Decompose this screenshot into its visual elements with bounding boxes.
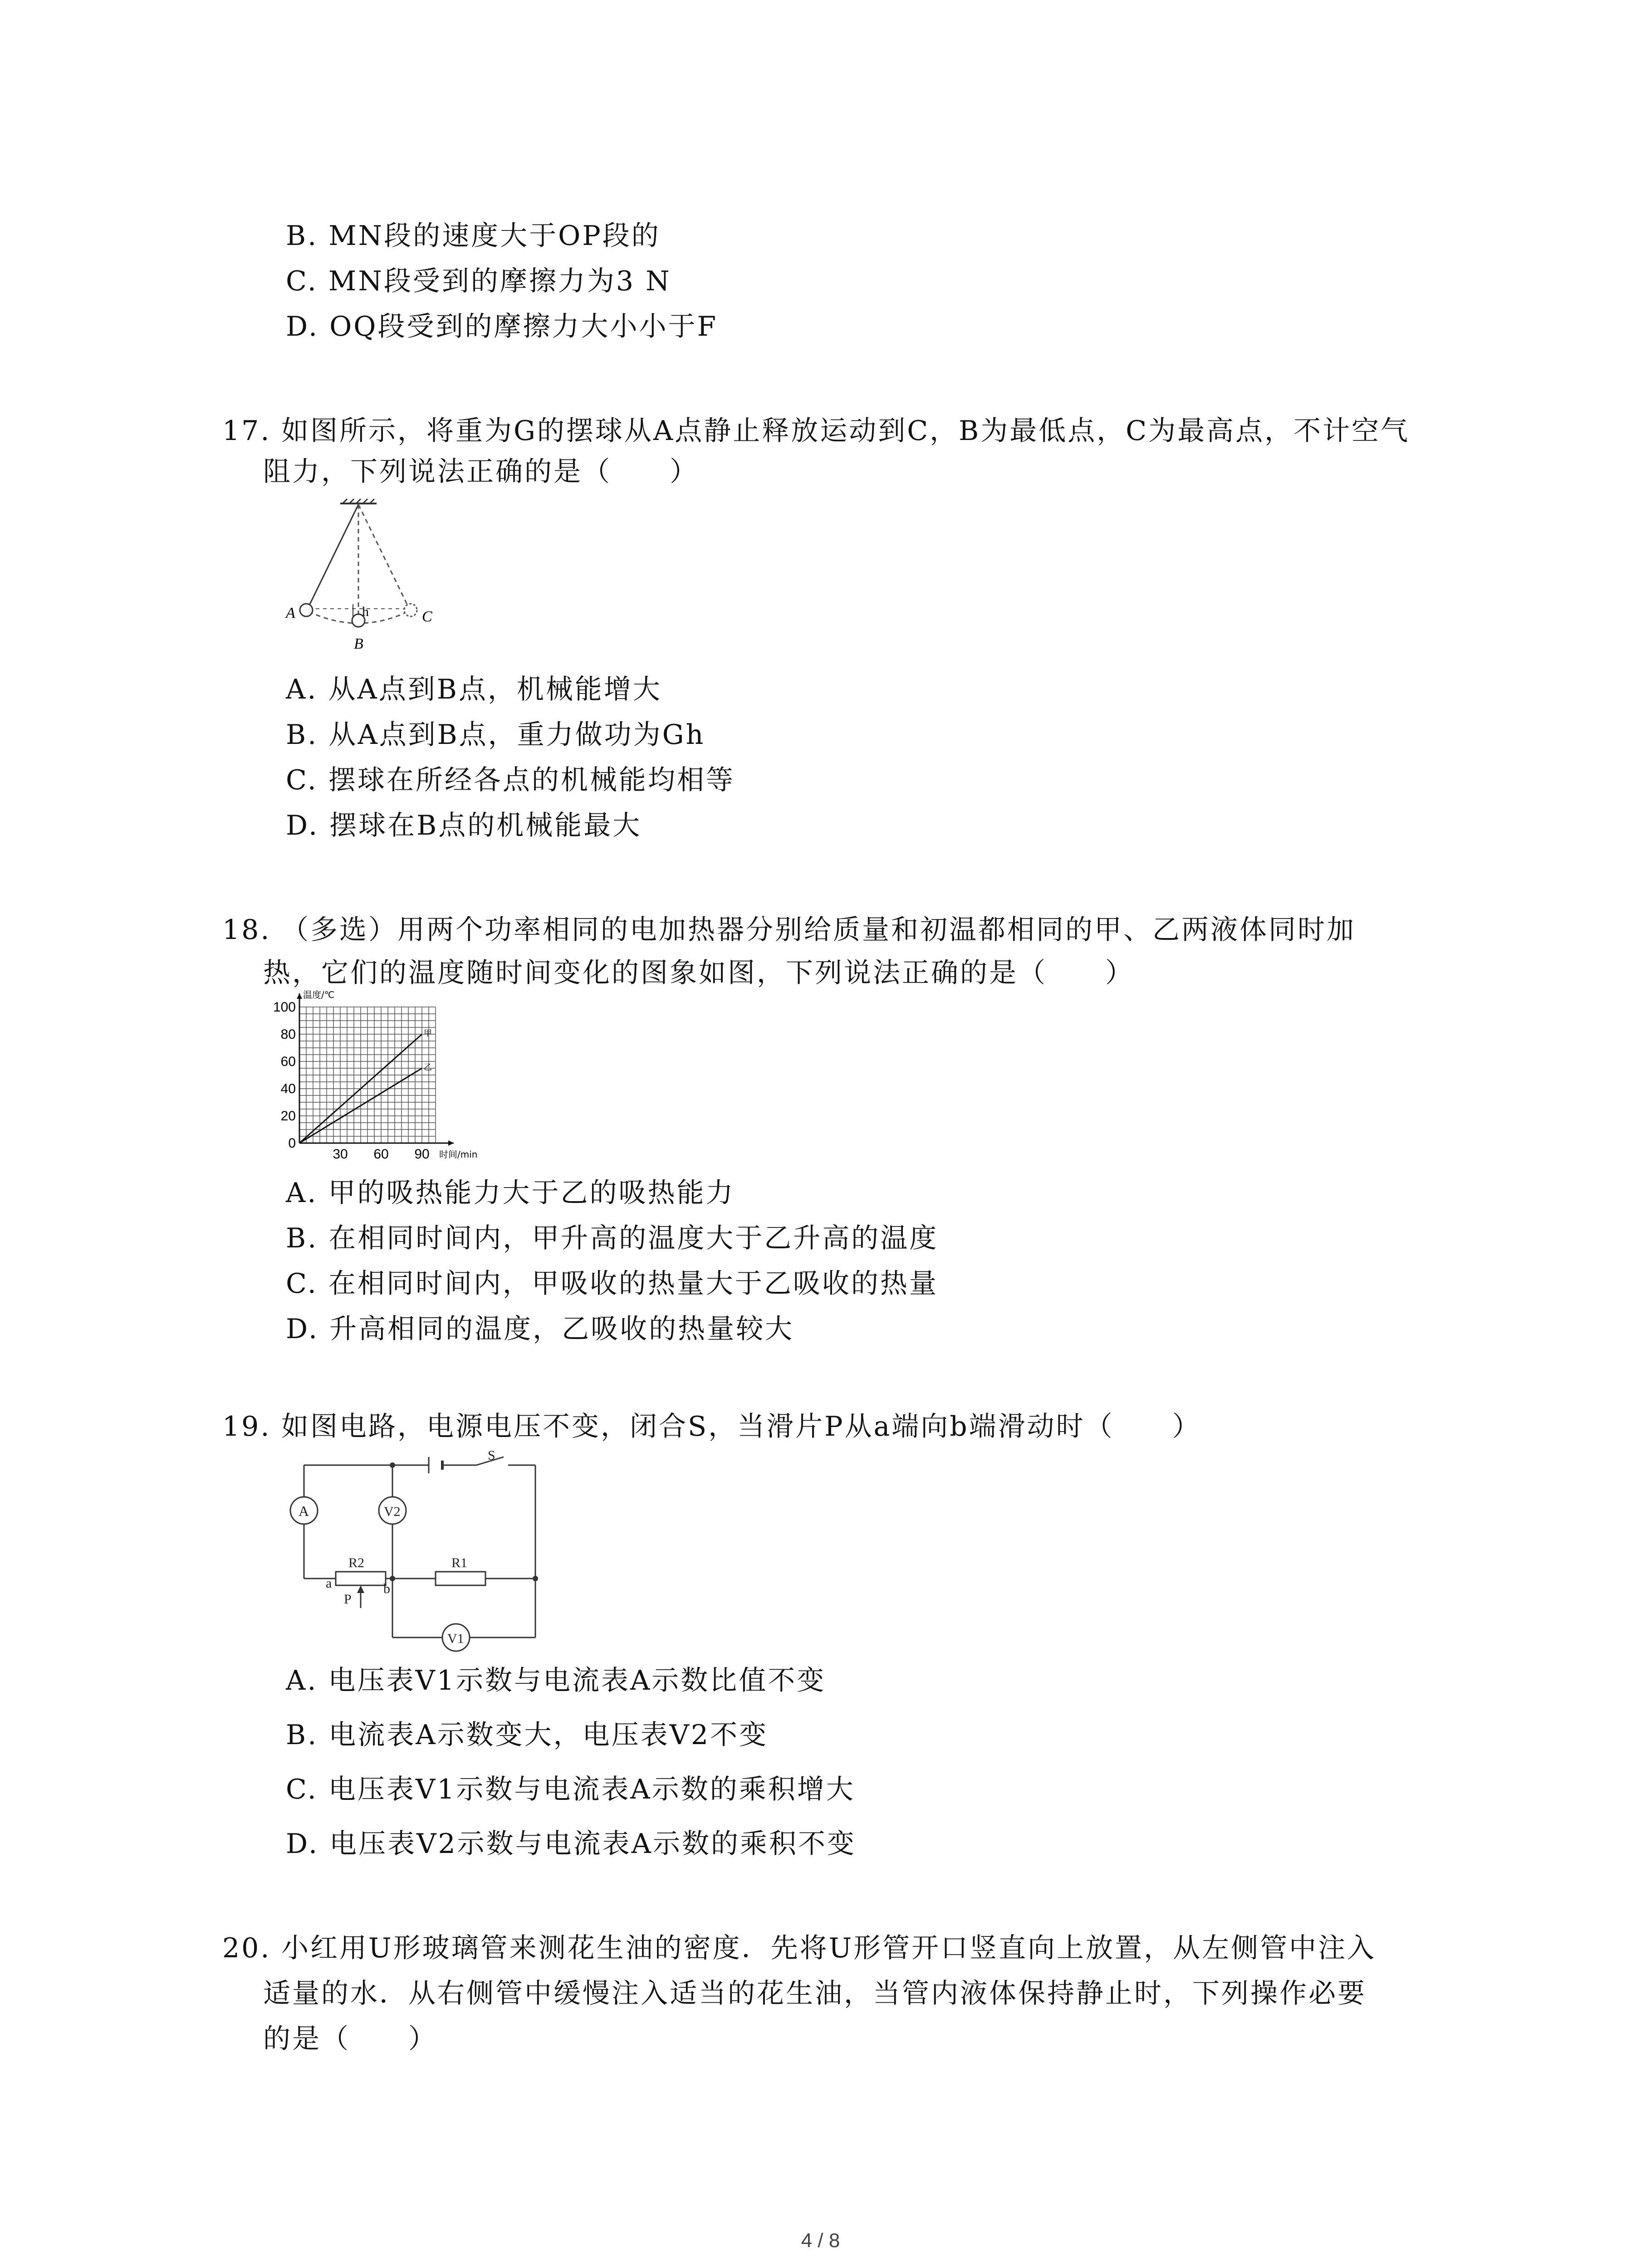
circuit-figure <box>272 1448 554 1656</box>
slider-end-a: a <box>326 1576 332 1591</box>
q16-option-d: D. OQ段受到的摩擦力大小小于F <box>286 311 718 342</box>
label-b: B <box>354 635 363 652</box>
x-tick-label: 90 <box>414 1147 430 1162</box>
x-tick-label: 30 <box>333 1147 348 1162</box>
q16-option-b: B. MN段的速度大于OP段的 <box>286 220 661 252</box>
q20-line1: 小红用U形玻璃管来测花生油的密度．先将U形管开口竖直向上放置，从左侧管中注入 <box>281 1932 1376 1964</box>
chart-grid <box>299 1007 436 1143</box>
y-tick-label: 100 <box>273 1000 296 1015</box>
y-tick-label: 40 <box>280 1081 296 1096</box>
y-axis-label: 温度/℃ <box>303 989 335 1000</box>
y-tick-label: 60 <box>280 1054 296 1069</box>
page-number: 4 / 8 <box>801 2229 840 2252</box>
q20-number: 20. <box>222 1932 271 1964</box>
q18-stem-line2: 热，它们的温度随时间变化的图象如图，下列说法正确的是（ ） <box>263 957 1134 989</box>
y-tick-label: 0 <box>288 1136 296 1151</box>
q17-stem-line1: 如图所示，将重为G的摆球从A点静止释放运动到C，B为最低点，C为最高点，不计空气 <box>281 415 1410 447</box>
series-label-2: 乙 <box>424 1063 432 1072</box>
q18-option-c: C. 在相同时间内，甲吸收的热量大于乙吸收的热量 <box>286 1268 938 1300</box>
v1-label: V1 <box>447 1631 464 1646</box>
ball-c <box>404 604 417 616</box>
q19-number: 19. <box>222 1411 271 1442</box>
q16-option-c: C. MN段受到的摩擦力为3 N <box>286 265 671 297</box>
y-tick-label: 20 <box>280 1109 296 1124</box>
r2-label: R2 <box>348 1555 365 1570</box>
q18-option-a: A. 甲的吸热能力大于乙的吸热能力 <box>286 1177 735 1209</box>
label-h: h <box>362 604 369 619</box>
x-axis-arrow <box>448 1140 454 1146</box>
q20-line3: 的是（ ） <box>263 2023 437 2055</box>
x-axis-label: 时间/min <box>439 1149 478 1160</box>
q19-option-a: A. 电压表V1示数与电流表A示数比值不变 <box>286 1665 826 1696</box>
q20-line2: 适量的水．从右侧管中缓慢注入适当的花生油，当管内液体保持静止时，下列操作必要 <box>263 1978 1367 2009</box>
q17-option-c: C. 摆球在所经各点的机械能均相等 <box>286 764 735 796</box>
series-label-1: 甲 <box>424 1029 432 1038</box>
q18-option-d: D. 升高相同的温度，乙吸收的热量较大 <box>286 1313 794 1345</box>
r1-label: R1 <box>451 1555 468 1570</box>
temperature-chart <box>268 989 522 1170</box>
q19-stem: 如图电路，电源电压不变，闭合S，当滑片P从a端向b端滑动时（ ） <box>281 1411 1201 1442</box>
label-a: A <box>286 605 295 621</box>
q17-option-b: B. 从A点到B点，重力做功为Gh <box>286 719 705 751</box>
slider-end-b: b <box>383 1581 390 1596</box>
y-axis-arrow <box>297 993 302 999</box>
q19-option-b: B. 电流表A示数变大，电压表V2不变 <box>286 1719 769 1751</box>
q19-option-c: C. 电压表V1示数与电流表A示数的乘积增大 <box>286 1774 855 1805</box>
chart-series <box>299 1029 432 1143</box>
ammeter-label: A <box>299 1503 309 1519</box>
q18-number: 18. <box>222 914 271 946</box>
y-tick-label: 80 <box>280 1027 296 1042</box>
q17-number: 17. <box>222 415 271 447</box>
q17-option-d: D. 摆球在B点的机械能最大 <box>286 810 642 841</box>
ball-a <box>300 604 313 616</box>
q17-stem-line2: 阻力，下列说法正确的是（ ） <box>263 456 699 488</box>
slider-p-label: P <box>344 1592 352 1607</box>
q17-option-a: A. 从A点到B点，机械能增大 <box>286 674 662 705</box>
pendulum-figure <box>272 499 463 662</box>
label-c: C <box>422 608 432 625</box>
q19-option-d: D. 电压表V2示数与电流表A示数的乘积不变 <box>286 1828 856 1860</box>
x-tick-label: 60 <box>373 1147 389 1162</box>
switch-label: S <box>488 1448 495 1463</box>
q18-stem-line1: （多选）用两个功率相同的电加热器分别给质量和初温都相同的甲、乙两液体同时加 <box>281 914 1356 946</box>
q18-option-b: B. 在相同时间内，甲升高的温度大于乙升高的温度 <box>286 1222 939 1254</box>
v2-label: V2 <box>384 1504 401 1519</box>
